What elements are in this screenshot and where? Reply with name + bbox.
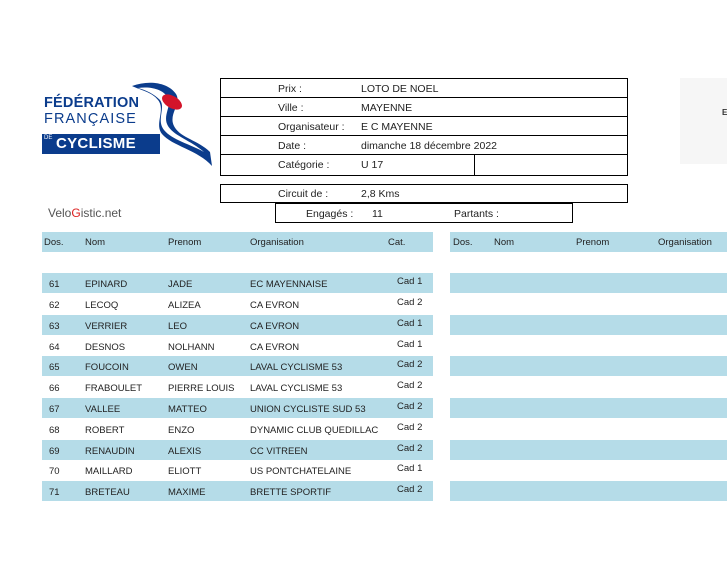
circuit-label: Circuit de : xyxy=(278,188,329,200)
engages-value: 11 xyxy=(372,208,383,220)
row-dos: 71 xyxy=(49,487,60,498)
row-dos: 62 xyxy=(49,300,60,311)
row-nom: RENAUDIN xyxy=(85,446,135,457)
logo-de: DE xyxy=(44,135,53,141)
right-header-dos: Dos. xyxy=(453,237,473,248)
row-organisation: UNION CYCLISTE SUD 53 xyxy=(250,404,366,415)
row-cat: Cad 2 xyxy=(397,380,423,391)
row-cat: Cad 1 xyxy=(397,276,423,287)
row-dos: 64 xyxy=(49,342,60,353)
prix-value: LOTO DE NOEL xyxy=(361,83,439,95)
row-dos: 67 xyxy=(49,404,60,415)
brand-suffix: istic.net xyxy=(80,206,122,220)
info-row-categorie xyxy=(221,155,627,176)
ville-value: MAYENNE xyxy=(361,102,413,114)
row-organisation: BRETTE SPORTIF xyxy=(250,487,332,498)
row-organisation: LAVAL CYCLISME 53 xyxy=(250,383,343,394)
row-organisation: DYNAMIC CLUB QUEDILLAC xyxy=(250,425,379,436)
circuit-box xyxy=(220,184,628,203)
side-panel xyxy=(680,78,727,164)
row-cat: Cad 1 xyxy=(397,318,423,329)
row-nom: VALLEE xyxy=(85,404,121,415)
brand-prefix: Velo xyxy=(48,206,72,220)
row-prenom: MATTEO xyxy=(168,404,207,415)
row-dos: 63 xyxy=(49,321,60,332)
row-nom: ROBERT xyxy=(85,425,125,436)
left-table-header xyxy=(42,232,433,252)
organisateur-label: Organisateur : xyxy=(278,121,345,133)
date-label: Date : xyxy=(278,140,307,152)
info-row-ville xyxy=(221,98,627,117)
row-organisation: CC VITREEN xyxy=(250,446,308,457)
row-nom: FRABOULET xyxy=(85,383,143,394)
row-prenom: MAXIME xyxy=(168,487,206,498)
row-nom: DESNOS xyxy=(85,342,126,353)
right-table-row xyxy=(450,273,727,293)
header-nom: Nom xyxy=(85,237,106,248)
row-cat: Cad 2 xyxy=(397,359,423,370)
row-organisation: CA EVRON xyxy=(250,342,300,353)
info-row-prix xyxy=(221,79,627,98)
row-organisation: CA EVRON xyxy=(250,321,300,332)
header-organisation: Organisation xyxy=(250,237,304,248)
row-prenom: LEO xyxy=(168,321,188,332)
organisateur-value: E C MAYENNE xyxy=(361,121,433,133)
info-row-organisateur xyxy=(221,117,627,136)
partants-label: Partants : xyxy=(454,208,499,220)
right-table-header xyxy=(450,232,727,252)
row-nom: VERRIER xyxy=(85,321,128,332)
row-cat: Cad 1 xyxy=(397,339,423,350)
engages-box xyxy=(275,203,573,223)
ffc-swoosh-icon xyxy=(128,80,214,168)
row-dos: 61 xyxy=(49,279,60,290)
brand-g: G xyxy=(71,206,81,220)
right-header-organisation: Organisation xyxy=(658,237,712,248)
logo-line-cyclisme: CYCLISME xyxy=(56,135,136,152)
table-row xyxy=(42,336,433,356)
table-row xyxy=(42,440,433,460)
row-nom: EPINARD xyxy=(85,279,128,290)
row-organisation: LAVAL CYCLISME 53 xyxy=(250,362,343,373)
right-table-row xyxy=(450,481,727,501)
engages-label: Engagés : xyxy=(306,208,354,220)
row-dos: 68 xyxy=(49,425,60,436)
date-value: dimanche 18 décembre 2022 xyxy=(361,140,498,152)
logo-line-federation: FÉDÉRATION xyxy=(44,95,140,111)
ville-label: Ville : xyxy=(278,102,304,114)
table-row xyxy=(42,356,433,376)
row-cat: Cad 2 xyxy=(397,422,423,433)
prix-label: Prix : xyxy=(278,83,302,95)
header-dos: Dos. xyxy=(44,237,64,248)
header-cat: Cat. xyxy=(388,237,406,248)
row-dos: 70 xyxy=(49,466,60,477)
categorie-label: Catégorie : xyxy=(278,159,330,171)
velogistic-brand xyxy=(48,206,121,220)
row-organisation: CA EVRON xyxy=(250,300,300,311)
row-prenom: PIERRE LOUIS xyxy=(168,383,235,394)
row-prenom: NOLHANN xyxy=(168,342,215,353)
table-row xyxy=(42,419,433,439)
table-row xyxy=(42,398,433,418)
row-prenom: OWEN xyxy=(168,362,198,373)
right-table-row xyxy=(450,315,727,335)
table-row xyxy=(42,481,433,501)
table-row xyxy=(42,315,433,335)
categorie-value: U 17 xyxy=(361,159,384,171)
table-row xyxy=(42,294,433,314)
race-info-box xyxy=(220,78,628,176)
row-prenom: ENZO xyxy=(168,425,195,436)
right-header-prenom: Prenom xyxy=(576,237,610,248)
table-row xyxy=(42,273,433,293)
row-prenom: ELIOTT xyxy=(168,466,202,477)
logo-line-francaise: FRANÇAISE xyxy=(44,111,137,127)
row-cat: Cad 2 xyxy=(397,297,423,308)
row-organisation: US PONTCHATELAINE xyxy=(250,466,352,477)
row-cat: Cad 2 xyxy=(397,484,423,495)
row-cat: Cad 2 xyxy=(397,401,423,412)
row-prenom: JADE xyxy=(168,279,193,290)
right-table-row xyxy=(450,398,727,418)
right-table-row xyxy=(450,356,727,376)
row-nom: LECOQ xyxy=(85,300,119,311)
header-prenom: Prenom xyxy=(168,237,202,248)
categorie-extra-cell xyxy=(474,155,629,176)
right-header-nom: Nom xyxy=(494,237,515,248)
row-nom: MAILLARD xyxy=(85,466,133,477)
row-dos: 69 xyxy=(49,446,60,457)
row-nom: BRETEAU xyxy=(85,487,130,498)
circuit-value: 2,8 Kms xyxy=(361,188,400,200)
row-dos: 65 xyxy=(49,362,60,373)
info-row-date xyxy=(221,136,627,155)
right-table-row xyxy=(450,440,727,460)
row-prenom: ALIZEA xyxy=(168,300,201,311)
row-organisation: EC MAYENNAISE xyxy=(250,279,328,290)
row-prenom: ALEXIS xyxy=(168,446,202,457)
table-row xyxy=(42,460,433,480)
table-row xyxy=(42,377,433,397)
row-cat: Cad 2 xyxy=(397,443,423,454)
row-cat: Cad 1 xyxy=(397,463,423,474)
side-letter: E xyxy=(722,108,727,117)
row-dos: 66 xyxy=(49,383,60,394)
row-nom: FOUCOIN xyxy=(85,362,129,373)
